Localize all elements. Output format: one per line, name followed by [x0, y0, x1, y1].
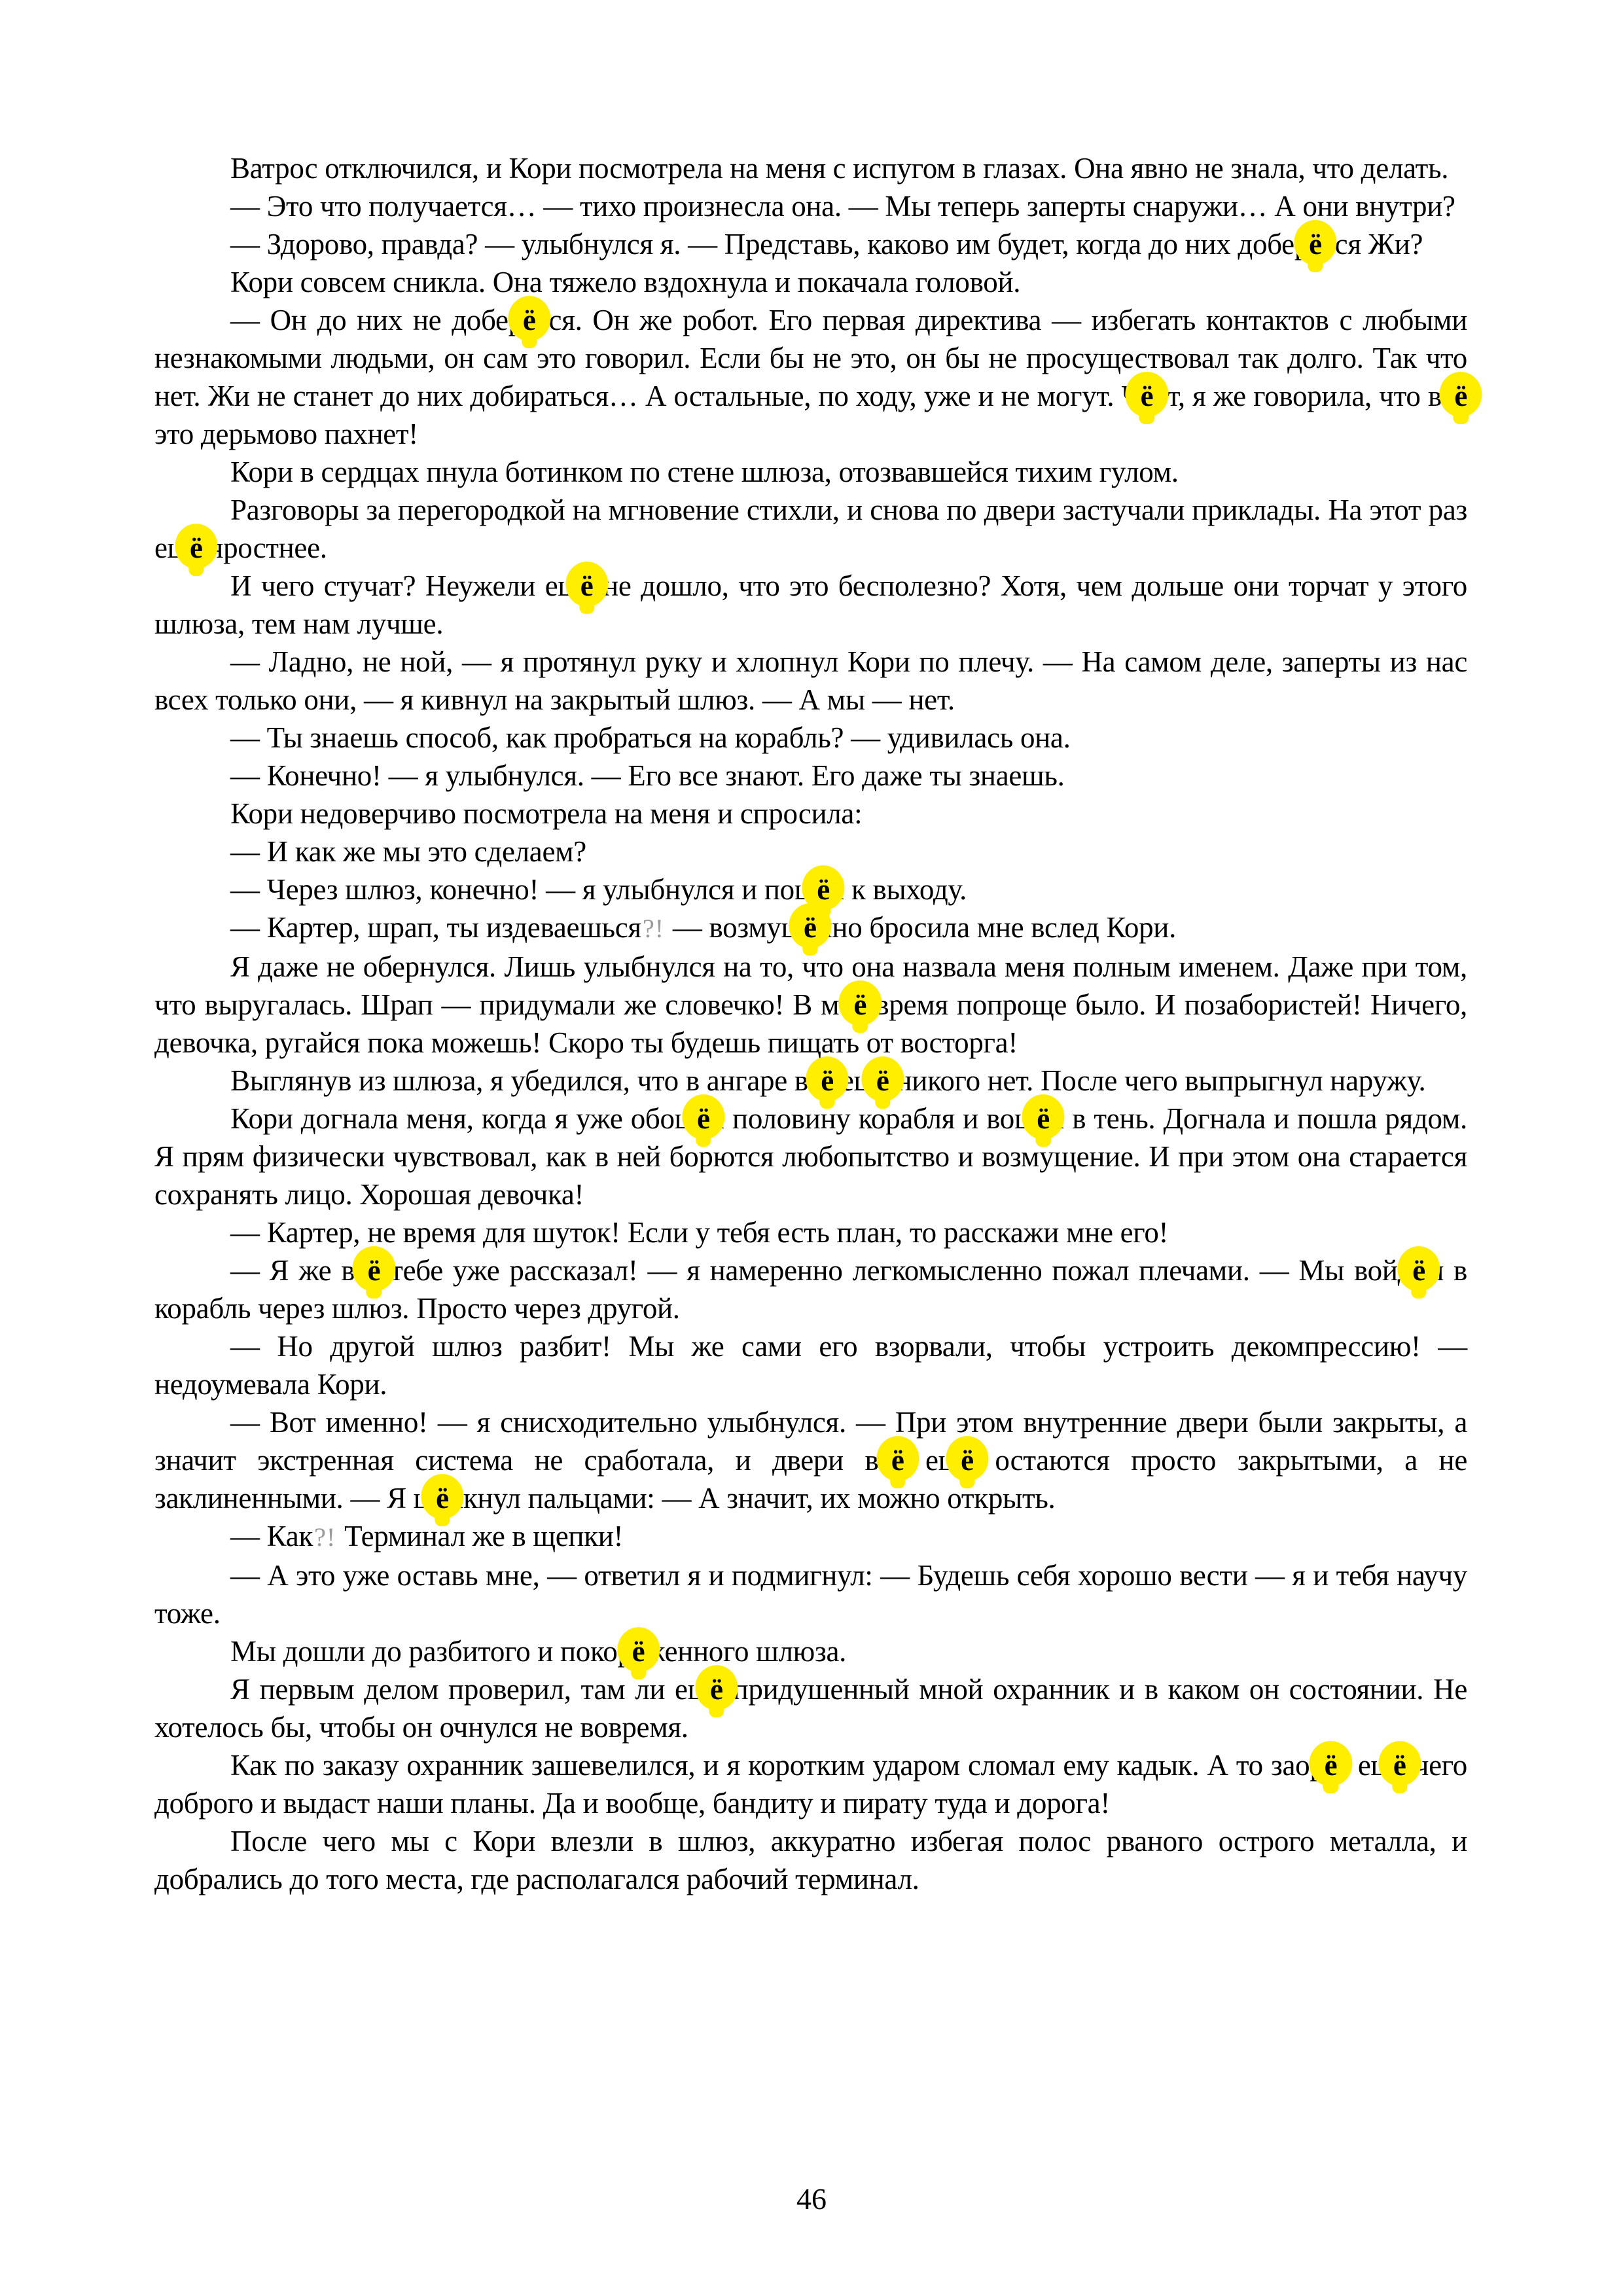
paragraph	[154, 908, 1467, 948]
text-run: — Конечно! — я улыбнулся. — Его все знают. Его даже ты знаешь.	[230, 759, 1065, 792]
paragraph	[154, 1213, 1467, 1251]
paragraph	[154, 1062, 1467, 1100]
highlighted-yo-letter: ё	[804, 908, 817, 946]
text-run: Мы дошли до разбитого и покор	[230, 1635, 632, 1668]
text-run: лкнул пальцами: — А значит, их можно открыть.	[448, 1482, 1056, 1515]
paragraph	[154, 1327, 1467, 1403]
text-run: Как по заказу охранник зашевелился, и я коротким ударом сломал ему кадык. А то заор	[230, 1749, 1325, 1782]
paragraph	[154, 567, 1467, 643]
highlighted-yo-letter: ё	[1393, 1746, 1406, 1784]
paragraph	[154, 187, 1467, 225]
body-text	[154, 149, 1467, 1898]
text-run: И чего стучат? Неужели ещ	[230, 569, 580, 602]
highlighted-yo-letter: ё	[710, 1670, 723, 1708]
paragraph	[154, 1632, 1467, 1670]
highlighted-yo-letter: ё	[697, 1100, 710, 1138]
paragraph	[154, 1822, 1467, 1898]
highlighted-yo-letter: ё	[1309, 225, 1322, 263]
paragraph	[154, 263, 1467, 301]
text-run: — Ты знаешь способ, как пробраться на корабль? — удивилась она.	[230, 721, 1071, 754]
text-run: — Вот именно! — я снисходительно улыбнулся. — При этом внутренние двери были закрыты, а значит экстренная система не сработала, и двери вс	[154, 1406, 1467, 1477]
fallback-punctuation: ?!	[314, 1522, 336, 1552]
text-run: — Но другой шлюз разбит! Мы же сами его взорвали, чтобы устроить декомпрессию! — недоумевала Кори.	[154, 1330, 1467, 1401]
paragraph	[154, 491, 1467, 567]
highlighted-yo-letter: ё	[821, 1062, 834, 1100]
highlighted-yo-letter: ё	[190, 529, 203, 567]
text-run: — А это уже оставь мне, — ответил я и подмигнул: — Будешь себя хорошо вести — я и тебя научу тоже.	[154, 1559, 1467, 1630]
text-run: После чего мы с Кори влезли в шлюз, аккуратно избегая полос рваного острого металла, и добрались до того места, где располагался рабочий терминал.	[154, 1825, 1467, 1895]
text-run: л к выходу.	[829, 873, 967, 906]
paragraph	[154, 1746, 1467, 1822]
text-run: тся. Он же робот. Его первая директива — избегать контактов с любыми незнакомыми людьми, он сам это говорил. Если бы не это, он бы не просуществовал так долго. Так что нет. Жи не станет до них добираться… А остальные, по ходу, уже и не могут. Ч	[154, 304, 1467, 412]
text-run: ещ	[904, 1444, 961, 1477]
text-run: Я первым делом проверил, там ли ещ	[230, 1673, 711, 1706]
paragraph	[154, 1670, 1467, 1746]
text-run: нно бросила мне вслед Кори.	[816, 911, 1177, 944]
text-run: — Картер, не время для шуток! Если у тебя есть план, то расскажи мне его!	[230, 1216, 1169, 1249]
paragraph	[154, 795, 1467, 833]
text-run: Я даже не обернулся. Лишь улыбнулся на то, что она назвала меня полным именем. Даже при том, что выругалась. Шрап — придумали же словечко! В мо	[154, 950, 1467, 1021]
paragraph	[154, 453, 1467, 491]
highlighted-yo-letter: ё	[368, 1251, 381, 1289]
highlighted-yo-letter: ё	[876, 1062, 889, 1100]
text-run: чего доброго и выдаст наши планы. Да и вообще, бандиту и пирату туда и дорога!	[154, 1749, 1468, 1820]
paragraph	[154, 757, 1467, 795]
text-run: не дошло, что это бесполезно? Хотя, чем дольше они торчат у этого шлюза, тем нам лучше.	[154, 569, 1467, 640]
text-run: тебе уже рассказал! — я намеренно легкомысленно пожал плечами. — Мы войд	[380, 1254, 1413, 1287]
text-run: т ещ	[1337, 1749, 1393, 1782]
text-run: — Здорово, правда? — улыбнулся я. — Представь, каково им будет, когда до них добер	[230, 228, 1310, 260]
highlighted-yo-letter: ё	[961, 1441, 974, 1479]
text-run: время попроще было. И позабористей! Ничего, девочка, ругайся пока можешь! Скоро ты будешь пищать от восторга!	[154, 988, 1468, 1059]
highlighted-yo-letter: ё	[1141, 377, 1154, 415]
paragraph	[154, 1251, 1467, 1327]
paragraph	[154, 643, 1467, 719]
text-run: — Как	[230, 1520, 313, 1552]
text-run: женного шлюза.	[645, 1635, 847, 1668]
text-run: Кори в сердцах пнула ботинком по стене шлюза, отозвавшейся тихим гулом.	[230, 456, 1179, 488]
paragraph	[154, 948, 1467, 1062]
paragraph	[154, 833, 1467, 870]
highlighted-yo-letter: ё	[1412, 1251, 1425, 1289]
highlighted-yo-letter: ё	[580, 567, 594, 605]
page-number: 46	[796, 2182, 827, 2215]
paragraph	[154, 1517, 1467, 1556]
text-run: — Это что получается… — тихо произнесла она. — Мы теперь заперты снаружи… А они внутри?	[230, 190, 1455, 223]
text-run: л половину корабля и вош	[709, 1102, 1037, 1135]
text-run: тся Жи?	[1321, 228, 1423, 260]
text-run: никого нет. После чего выпрыгнул наружу.	[889, 1064, 1426, 1097]
paragraph	[154, 149, 1467, 187]
text-run: — Я же вс	[230, 1254, 368, 1287]
paragraph	[154, 1100, 1467, 1213]
paragraph	[154, 719, 1467, 757]
highlighted-yo-letter: ё	[1037, 1100, 1050, 1138]
paragraph	[154, 225, 1467, 263]
highlighted-yo-letter: ё	[436, 1479, 449, 1517]
text-run: Выглянув из шлюза, я убедился, что в ангаре вс	[230, 1064, 821, 1097]
text-run: Кори совсем сникла. Она тяжело вздохнула и покачала головой.	[230, 266, 1021, 298]
text-run: — Картер, шрап, ты издеваешься	[230, 911, 641, 944]
text-run: м в корабль через шлюз. Просто через другой.	[154, 1254, 1468, 1325]
text-run: Терминал же в щепки!	[337, 1520, 624, 1552]
paragraph	[154, 1556, 1467, 1632]
text-run: Ватрос отключился, и Кори посмотрела на меня с испугом в глазах. Она явно не знала, что делать.	[230, 152, 1449, 185]
text-run: л в тень. Догнала и пошла рядом. Я прям физически чувствовал, как в ней борются любопытство и возмущение. И при этом она старается сохранять лицо. Хорошая девочка!	[154, 1102, 1468, 1211]
text-run: Кори недоверчиво посмотрела на меня и спросила:	[230, 797, 863, 830]
highlighted-yo-letter: ё	[1325, 1746, 1338, 1784]
fallback-punctuation: ?!	[642, 914, 664, 943]
text-run: — Он до них не добер	[230, 304, 523, 336]
text-run: — И как же мы это сделаем?	[230, 835, 586, 868]
text-run: придушенный мной охранник и в каком он состоянии. Не хотелось бы, чтобы он очнулся не вовремя.	[154, 1673, 1467, 1744]
highlighted-yo-letter: ё	[891, 1441, 904, 1479]
text-run: остаются просто закрытыми, а не заклиненными. — Я щ	[154, 1444, 1467, 1515]
text-run: это дерьмово пахнет!	[154, 418, 418, 450]
page-footer	[0, 2182, 1623, 2216]
paragraph	[154, 1403, 1467, 1517]
text-run: — возмущ	[665, 911, 804, 944]
text-run: — Ладно, не ной, — я протянул руку и хлопнул Кори по плечу. — На самом деле, заперты из нас всех только они, — я кивнул на закрытый шлюз. — А мы — нет.	[154, 645, 1467, 716]
text-run: Разговоры за перегородкой на мгновение стихли, и снова по двери застучали приклады. На этот раз ещ	[154, 493, 1467, 564]
highlighted-yo-letter: ё	[632, 1632, 645, 1670]
text-run: ещ	[833, 1064, 876, 1097]
highlighted-yo-letter: ё	[854, 986, 867, 1024]
paragraph	[154, 301, 1467, 453]
highlighted-yo-letter: ё	[1454, 377, 1467, 415]
text-run: яростнее.	[202, 531, 327, 564]
text-run: рт, я же говорила, что вс	[1153, 380, 1455, 412]
text-run: Кори догнала меня, когда я уже обош	[230, 1102, 698, 1135]
highlighted-yo-letter: ё	[817, 870, 830, 908]
highlighted-yo-letter: ё	[523, 301, 536, 339]
text-run: — Через шлюз, конечно! — я улыбнулся и пош	[230, 873, 817, 906]
